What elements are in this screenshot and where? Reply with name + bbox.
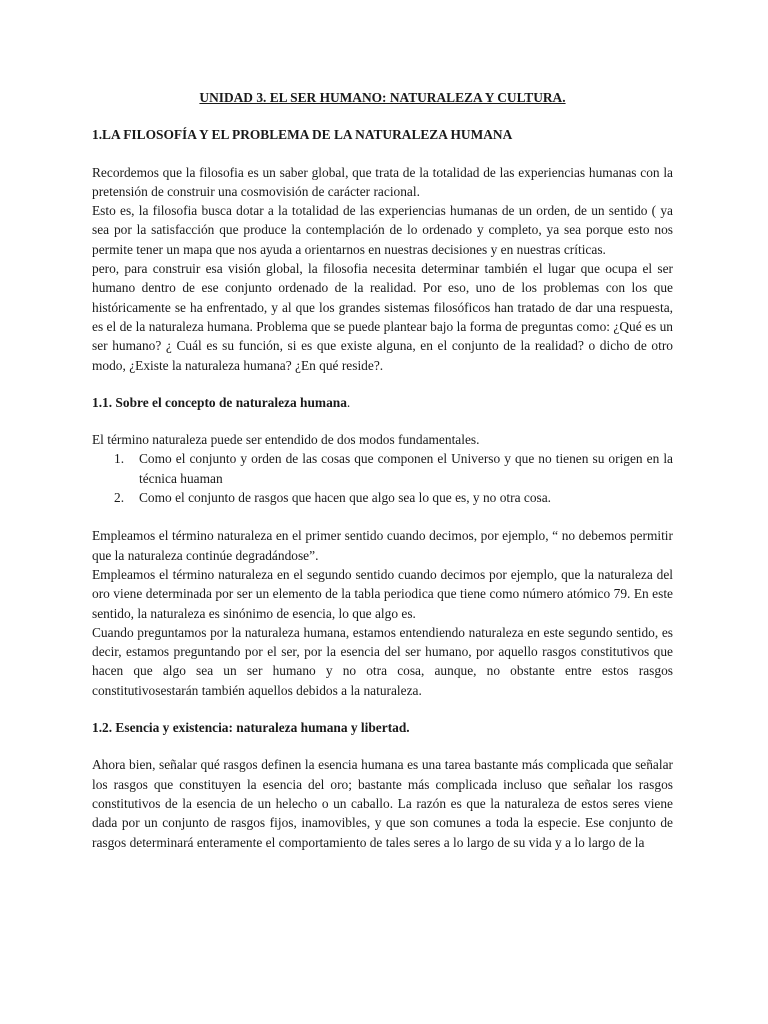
document-page <box>92 76 673 852</box>
list-item-text: Como el conjunto de rasgos que hacen que algo sea lo que es, y no otra cosa. <box>139 490 552 506</box>
list-item-number: 1. <box>114 451 125 467</box>
subsection-1-1-paragraph: Empleamos el término naturaleza en el primer sentido cuando decimos, por ejemplo, “ no debemos permitir que la naturaleza continúe degradándose”. <box>92 528 673 563</box>
list-item-number: 2. <box>114 490 125 506</box>
subsection-1-2-paragraph: Ahora bien, señalar qué rasgos definen la esencia humana es una tarea bastante más complicada que señalar los rasgos que constituyen la esencia del oro; bastante más complicada incluso que señalar los rasgos constitutivos de la esencia de un helecho o un caballo. La razón es que la naturaleza de estos seres viene dada por un conjunto de rasgos fijos, inamovibles, y que son comunes a toda la especie. Ese conjunto de rasgos determinará enteramente el comportamiento de tales seres a lo largo de su vida y a lo largo de la <box>92 757 673 850</box>
section-heading-1: 1.LA FILOSOFÍA Y EL PROBLEMA DE LA NATURALEZA HUMANA <box>92 127 513 143</box>
list-item <box>92 488 673 507</box>
subsection-heading-1-1 <box>92 393 673 412</box>
section1-paragraph: Esto es, la filosofia busca dotar a la totalidad de las experiencias humanas de un orden, de un sentido ( ya sea por la satisfacción que produce la contemplación de lo ordenado y completo, ya sea porque esto nos permite tener un mapa que nos ayuda a orientarnos en nuestras decisiones y en nuestras críticas. <box>92 203 673 257</box>
subsection-heading-1-1-text: 1.1. Sobre el concepto de naturaleza humana <box>92 394 347 410</box>
meanings-list <box>92 449 673 507</box>
list-item <box>92 449 673 488</box>
unit-title: UNIDAD 3. EL SER HUMANO: NATURALEZA Y CULTURA. <box>199 90 566 105</box>
subsection-1-1-intro: El término naturaleza puede ser entendido de dos modos fundamentales. <box>92 432 480 448</box>
subsection-heading-1-2: 1.2. Esencia y existencia: naturaleza humana y libertad. <box>92 720 410 736</box>
subsection-heading-1-1-tail: . <box>346 394 351 410</box>
subsection-1-1-paragraph: Cuando preguntamos por la naturaleza humana, estamos entendiendo naturaleza en este segundo sentido, es decir, estamos preguntando por el ser, por la esencia del ser humano, por aquello rasgos constitutivos que hacen que algo sea un ser humano y no otra cosa, aunque, no obstante entre estos rasgos constitutivosestarán también aquellos debidos a la naturaleza. <box>92 624 673 698</box>
section1-paragraph: Recordemos que la filosofia es un saber global, que trata de la totalidad de las experiencias humanas con la pretensión de construir una cosmovisión de carácter racional. <box>92 164 673 199</box>
section1-paragraph: pero, para construir esa visión global, la filosofia necesita determinar también el lugar que ocupa el ser humano dentro de ese conjunto ordenado de la realidad. Por eso, uno de los problemas con los que históricamente se ha enfrentado, y al que los grandes sistemas filosóficos han tratado de dar una respuesta, es el de la naturaleza humana. Problema que se puede plantear bajo la forma de preguntas como: ¿Qué es un ser humano? ¿ Cuál es su función, si es que existe alguna, en el conjunto de la realidad? o dicho de otro modo, ¿Existe la naturaleza humana? ¿En qué reside?. <box>92 261 673 373</box>
subsection-1-1-paragraph: Empleamos el término naturaleza en el segundo sentido cuando decimos por ejemplo, que la naturaleza del oro viene determinada por ser un elemento de la tabla periodica que tiene como número atómico 79. En este sentido, la naturaleza es sinónimo de esencia, lo que algo es. <box>92 566 673 621</box>
list-item-text: Como el conjunto y orden de las cosas que componen el Universo y que no tienen su origen en la técnica huaman <box>139 451 673 486</box>
